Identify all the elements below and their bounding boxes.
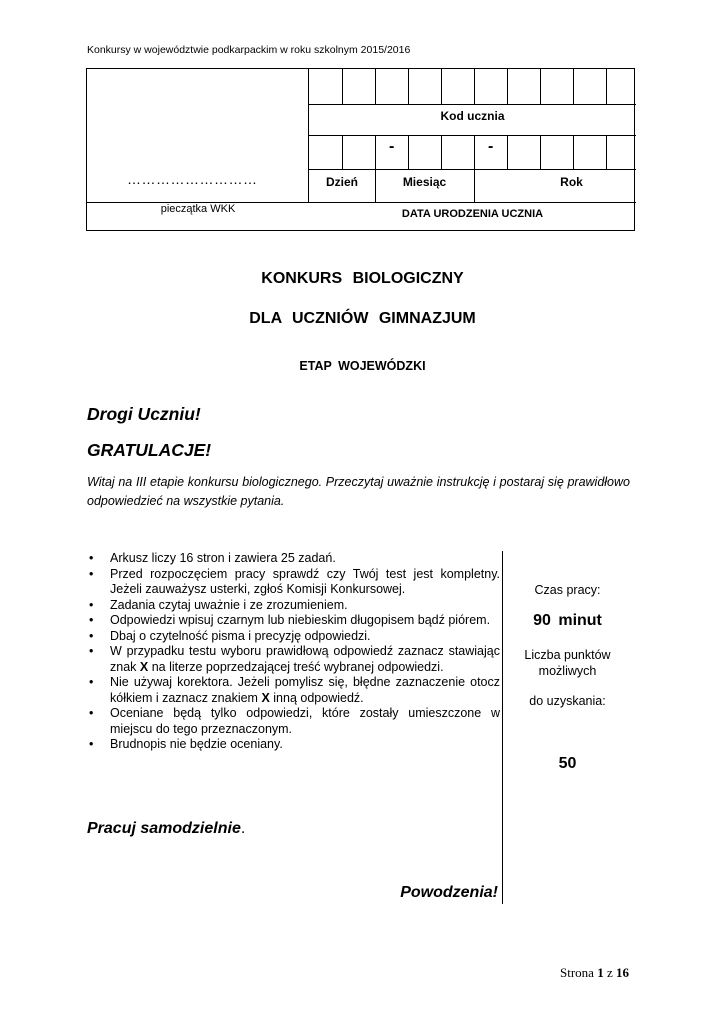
column-divider <box>502 551 503 904</box>
day-label: Dzień <box>325 175 358 189</box>
list-item: • Odpowiedzi wpisuj czarnym lub niebieskim długopisem bądź piórem. <box>87 613 500 629</box>
student-info-box <box>86 68 635 231</box>
list-item: • Brudnopis nie będzie oceniany. <box>87 737 500 753</box>
stamp-label: pieczątka WKK <box>160 203 236 215</box>
list-item: • Oceniane będą tylko odpowiedzi, które zostały umieszczone w miejscu do tego przeznaczonym. <box>87 706 500 737</box>
page-number: Strona 1 z 16 <box>560 965 629 980</box>
year-label: Rok <box>560 175 583 189</box>
list-item: • Nie używaj korektora. Jeżeli pomylisz się, błędne zaznaczenie otocz kółkiem i zaznacz znakiem X inną odpowiedź. <box>87 675 500 706</box>
contest-title: KONKURS BIOLOGICZNY <box>261 270 464 287</box>
list-item: • Przed rozpoczęciem pracy sprawdź czy Twój test jest kompletny. Jeżeli zauważysz usterki, zgłoś Komisji Konkursowej. <box>87 567 500 598</box>
stamp-area <box>87 69 309 202</box>
good-luck-note: Powodzenia! <box>400 884 498 901</box>
points-value: 50 <box>558 755 577 772</box>
stamp-dots: ……………………… <box>127 171 258 187</box>
month-label: Miesiąc <box>402 175 447 189</box>
intro-text: Witaj na III etapie konkursu biologicznego. Przeczytaj uważnie instrukcję i postaraj się prawidłowo odpowiedzieć na wszystkie pytania. <box>87 475 630 508</box>
list-item: • Arkusz liczy 16 stron i zawiera 25 zadań. <box>87 551 500 567</box>
birthdate-label: DATA URODZENIA UCZNIA <box>401 208 544 220</box>
time-value: 90 minut <box>533 612 602 629</box>
list-item: • Zadania czytaj uważnie i ze zrozumieniem. <box>87 598 500 614</box>
points-label: Liczba punktów możliwych <box>524 648 611 678</box>
work-alone-note: Pracuj samodzielnie. <box>87 820 246 837</box>
greeting-dear: Drogi Uczniu! <box>87 404 201 424</box>
list-item: • W przypadku testu wyboru prawidłową odpowiedź zaznacz stawiając znak X na literze poprzedzającej treść wybranej odpowiedzi. <box>87 644 500 675</box>
date-dash-1: - <box>389 138 395 155</box>
instructions-list <box>87 551 500 753</box>
contest-stage: ETAP WOJEWÓDZKI <box>299 359 426 373</box>
greeting-congrats: GRATULACJE! <box>87 440 212 460</box>
points-label-2: do uzyskania: <box>529 694 606 708</box>
list-item: • Dbaj o czytelność pisma i precyzję odpowiedzi. <box>87 629 500 645</box>
header-line: Konkursy w województwie podkarpackim w roku szkolnym 2015/2016 <box>87 44 411 56</box>
code-label: Kod ucznia <box>440 109 505 123</box>
contest-subtitle: DLA UCZNIÓW GIMNAZJUM <box>249 310 476 327</box>
date-dash-2: - <box>488 138 494 155</box>
time-label: Czas pracy: <box>534 583 601 597</box>
